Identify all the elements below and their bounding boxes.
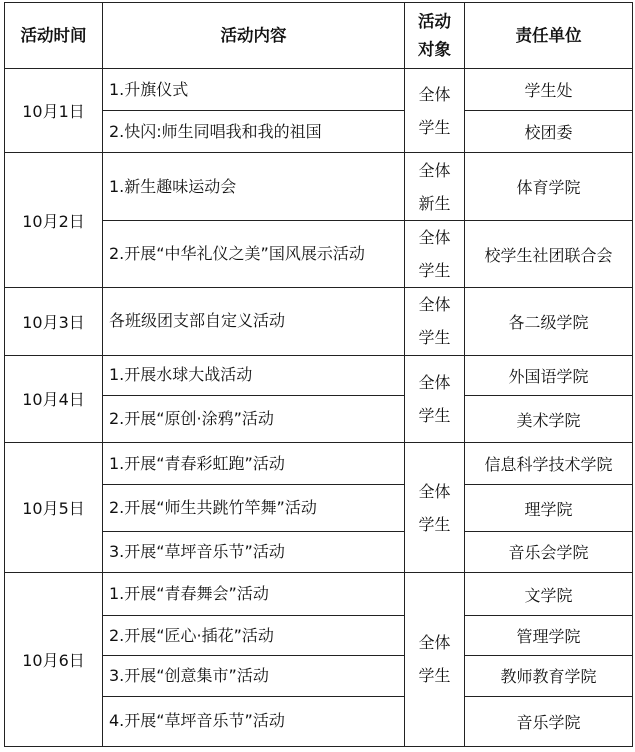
unit-cell: 校团委 <box>465 111 633 153</box>
unit-cell: 教师教育学院 <box>465 656 633 696</box>
unit-cell: 音乐会学院 <box>465 531 633 572</box>
activity-cell: 1.开展“青春舞会”活动 <box>103 572 405 615</box>
date-cell: 10月5日 <box>5 443 103 573</box>
table-row <box>5 443 633 485</box>
unit-cell: 信息科学技术学院 <box>465 443 633 485</box>
header-date: 活动时间 <box>5 3 103 69</box>
table-row <box>5 288 633 355</box>
table-row <box>5 355 633 395</box>
unit-cell: 外国语学院 <box>465 355 633 395</box>
unit-cell: 体育学院 <box>465 153 633 220</box>
date-cell: 10月6日 <box>5 572 103 746</box>
activity-cell: 各班级团支部自定义活动 <box>103 288 405 355</box>
target-cell: 全体学生 <box>405 355 465 443</box>
unit-cell: 学生处 <box>465 69 633 111</box>
activity-cell: 2.开展“中华礼仪之美”国风展示活动 <box>103 220 405 287</box>
table-row <box>5 69 633 111</box>
activity-cell: 2.开展“匠心·插花”活动 <box>103 616 405 656</box>
activity-cell: 3.开展“草坪音乐节”活动 <box>103 531 405 572</box>
target-cell: 全体学生 <box>405 69 465 153</box>
date-cell: 10月2日 <box>5 153 103 288</box>
unit-cell: 美术学院 <box>465 395 633 442</box>
date-cell: 10月4日 <box>5 355 103 443</box>
unit-cell: 文学院 <box>465 572 633 615</box>
activity-cell: 1.开展“青春彩虹跑”活动 <box>103 443 405 485</box>
target-cell: 全体学生 <box>405 572 465 746</box>
target-cell: 全体新生 <box>405 153 465 220</box>
target-cell: 全体学生 <box>405 288 465 355</box>
date-cell: 10月3日 <box>5 288 103 355</box>
activity-cell: 1.新生趣味运动会 <box>103 153 405 220</box>
target-cell: 全体学生 <box>405 220 465 287</box>
unit-cell: 各二级学院 <box>465 288 633 355</box>
unit-cell: 理学院 <box>465 485 633 531</box>
table-row <box>5 153 633 220</box>
activity-schedule-table <box>4 2 633 747</box>
activity-cell: 2.快闪:师生同唱我和我的祖国 <box>103 111 405 153</box>
header-row <box>5 3 633 69</box>
unit-cell: 校学生社团联合会 <box>465 220 633 287</box>
header-unit: 责任单位 <box>465 3 633 69</box>
activity-cell: 3.开展“创意集市”活动 <box>103 656 405 696</box>
date-cell: 10月1日 <box>5 69 103 153</box>
activity-cell: 4.开展“草坪音乐节”活动 <box>103 696 405 746</box>
unit-cell: 音乐学院 <box>465 696 633 746</box>
activity-cell: 1.开展水球大战活动 <box>103 355 405 395</box>
header-target: 活动对象 <box>405 3 465 69</box>
activity-cell: 2.开展“师生共跳竹竿舞”活动 <box>103 485 405 531</box>
unit-cell: 管理学院 <box>465 616 633 656</box>
activity-cell: 1.升旗仪式 <box>103 69 405 111</box>
activity-cell: 2.开展“原创·涂鸦”活动 <box>103 395 405 442</box>
target-cell: 全体学生 <box>405 443 465 573</box>
table-row <box>5 572 633 615</box>
header-content: 活动内容 <box>103 3 405 69</box>
